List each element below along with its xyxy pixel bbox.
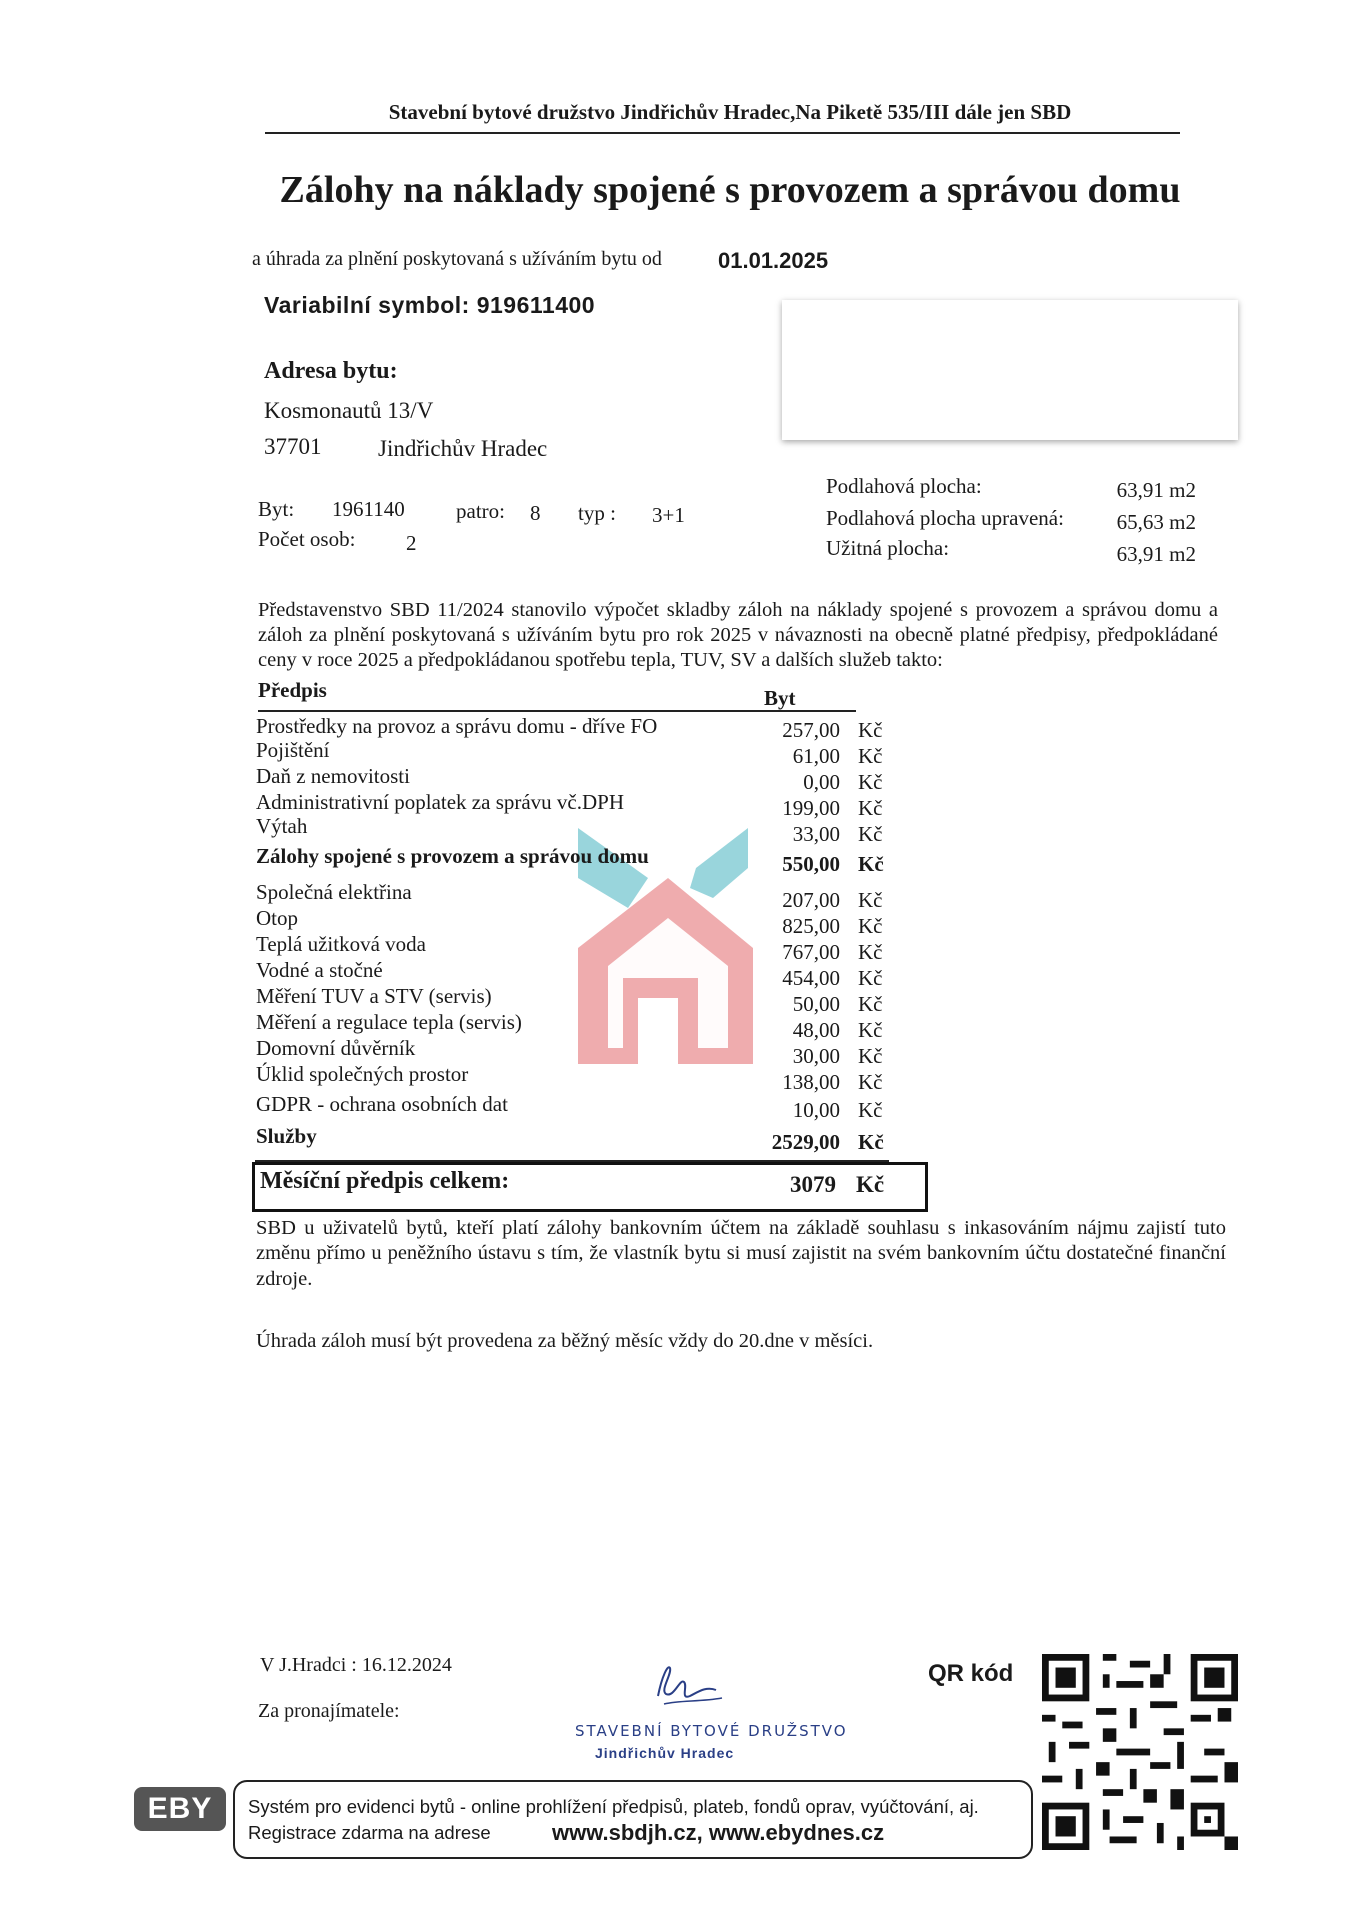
monthly-total-value: 3079 [790,1172,836,1197]
footer-urls: www.sbdjh.cz, www.ebydnes.cz [552,1820,885,1845]
table-row-value: 454,00 [782,966,840,990]
osob-value: 2 [406,531,417,555]
header-rule [265,132,1180,134]
table-row-currency: Kč [858,914,883,938]
typ-label: typ : [578,501,616,525]
qr-code-icon [1042,1654,1238,1850]
area-label: Podlahová plocha upravená: [826,506,1064,530]
place-date: V J.Hradci : 16.12.2024 [260,1654,452,1676]
table-row-value: 138,00 [782,1070,840,1094]
area-value: 63,91 m2 [1116,478,1196,502]
address-street: Kosmonautů 13/V [264,398,434,423]
monthly-total-currency: Kč [856,1172,885,1197]
table-row-currency: Kč [858,718,883,742]
typ-value: 3+1 [652,503,685,527]
address-zip: 37701 [264,434,322,459]
area-value: 65,63 m2 [1116,510,1196,534]
table-row-value: 30,00 [792,1044,840,1068]
table-row-label: Vodné a stočné [256,958,383,982]
table-row-currency: Kč [858,770,883,794]
table-row-currency: Kč [858,992,883,1016]
table-row-label: Domovní důvěrník [256,1036,416,1060]
address-heading: Adresa bytu: [264,358,398,384]
stamp-line2: Jindřichův Hradec [595,1745,735,1761]
table-row-currency: Kč [858,1018,883,1042]
byt-value: 1961140 [332,497,405,521]
table-row-currency: Kč [858,1044,883,1068]
table-row-value: 50,00 [792,992,840,1016]
page-title: Zálohy na náklady spojené s provozem a správou domu [279,169,1181,211]
eby-logo: EBY [134,1787,226,1831]
table-row-currency: Kč [858,1070,883,1094]
area-value: 63,91 m2 [1116,542,1196,566]
table-row-value: 0,00 [803,770,840,794]
subtotal-label: Zálohy spojené s provozem a správou domu [256,844,649,868]
table-row-currency: Kč [858,796,883,820]
table-row-value: 10,00 [792,1098,840,1122]
table-row-value: 257,00 [782,718,840,742]
variable-symbol: Variabilní symbol: 919611400 [264,292,596,318]
table-row-label: Úklid společných prostor [256,1062,469,1086]
table-header-rule [258,710,856,712]
table-row-label: GDPR - ochrana osobních dat [256,1092,508,1116]
table-header-predpis: Předpis [258,678,327,702]
table-row-label: Prostředky na provoz a správu domu - dříve FO [256,714,658,738]
table-row-value: 61,00 [792,744,840,768]
table-row-label: Administrativní poplatek za správu vč.DPH [256,790,625,814]
table-row-value: 825,00 [782,914,840,938]
byt-label: Byt: [258,497,295,521]
subtotal-currency: Kč [858,852,884,876]
address-city: Jindřichův Hradec [378,436,548,461]
intro-paragraph: Představenstvo SBD 11/2024 stanovilo výpočet skladby záloh na náklady spojené s provozem a správou domu a záloh za plnění poskytovaná s užíváním bytu pro rok 2025 v návaznosti na obecně platné předpisy, předpokládané ceny v roce 2025 a předpokládanou spotřebu tepla, TUV, SV a dalších služeb takto: [258,599,1218,671]
organization-header: Stavební bytové družstvo Jindřichův Hradec,Na Piketě 535/III dále jen SBD [388,100,1072,124]
table-row-currency: Kč [858,822,883,846]
footer-line1: Systém pro evidenci bytů - online prohlížení předpisů, plateb, fondů oprav, vyúčtování, aj. [248,1796,979,1817]
table-row-label: Společná elektřina [256,880,412,904]
qr-label: QR kód [928,1660,1014,1687]
table-row-label: Daň z nemovitosti [256,764,410,788]
stamp-line1: STAVEBNÍ BYTOVÉ DRUŽSTVO [575,1722,848,1740]
landlord-label: Za pronajímatele: [258,1700,400,1722]
services-total-currency: Kč [858,1130,884,1154]
table-row-label: Výtah [256,814,308,838]
area-label: Podlahová plocha: [826,474,982,498]
monthly-total-label: Měsíční předpis celkem: [260,1168,510,1194]
table-row-value: 48,00 [792,1018,840,1042]
table-row-currency: Kč [858,966,883,990]
due-note: Úhrada záloh musí být provedena za běžný měsíc vždy do 20.dne v měsíci. [256,1330,874,1352]
redacted-box [782,300,1238,440]
table-row-label: Teplá užitková voda [256,932,426,956]
patro-label: patro: [456,499,505,523]
table-row-value: 207,00 [782,888,840,912]
subtotal-value: 550,00 [782,852,840,876]
table-row-label: Měření TUV a STV (servis) [256,984,492,1008]
osob-label: Počet osob: [258,527,356,551]
table-row-currency: Kč [858,1098,883,1122]
intro-date: 01.01.2025 [718,248,829,273]
area-label: Užitná plocha: [826,536,950,560]
intro-text: a úhrada za plnění poskytovaná s užíváním bytu od [252,248,662,270]
table-row-currency: Kč [858,888,883,912]
table-row-currency: Kč [858,744,883,768]
table-row-label: Pojištění [256,738,330,762]
table-row-value: 33,00 [792,822,840,846]
table-row-label: Měření a regulace tepla (servis) [256,1010,522,1034]
footer-line2: Registrace zdarma na adrese [248,1822,491,1843]
table-row-label: Otop [256,906,298,930]
bank-note: SBD u uživatelů bytů, kteří platí zálohy bankovním účtem na základě souhlasu s inkasováním nájmu zajistí tuto změnu přímo u peněžního ústavu s tím, že vlastník bytu si musí zajistit na svém bankovním účtu dostatečné finanční zdroje. [256,1217,1226,1290]
table-row-value: 199,00 [782,796,840,820]
patro-value: 8 [530,501,541,525]
services-total-value: 2529,00 [771,1130,840,1154]
table-row-value: 767,00 [782,940,840,964]
services-total-label: Služby [256,1124,317,1148]
table-header-byt: Byt [764,686,796,710]
signature-icon [640,1656,730,1716]
table-row-currency: Kč [858,940,883,964]
